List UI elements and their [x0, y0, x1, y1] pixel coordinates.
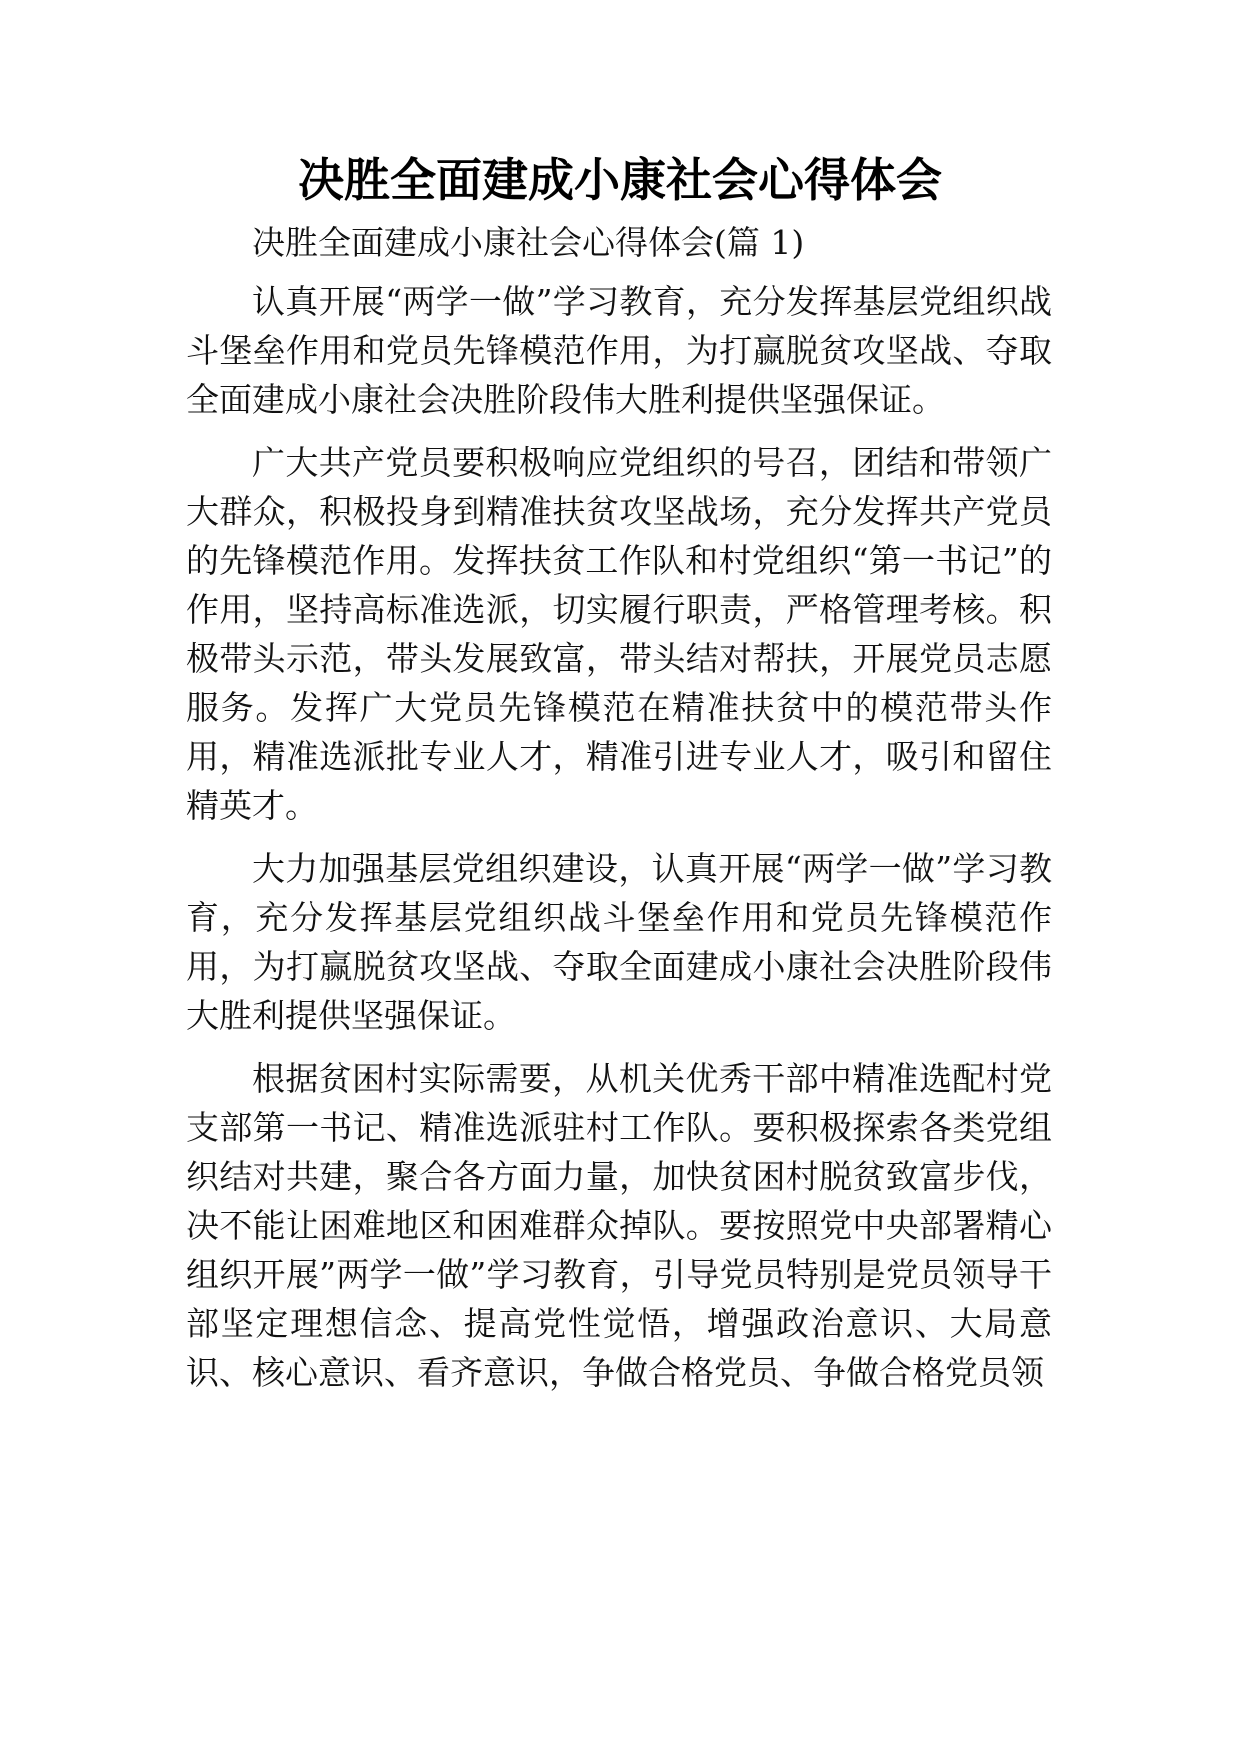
- paragraph-3: 大力加强基层党组织建设，认真开展“两学一做”学习教育，充分发挥基层党组织战斗堡垒作用和党员先锋模范作用，为打赢脱贫攻坚战、夺取全面建成小康社会决胜阶段伟大胜利提供坚强保证。: [186, 849, 1052, 1035]
- document-subtitle: 决胜全面建成小康社会心得体会(篇 1): [252, 223, 805, 262]
- paragraph-1: 认真开展“两学一做”学习教育，充分发挥基层党组织战斗堡垒作用和党员先锋模范作用，为打赢脱贫攻坚战、夺取全面建成小康社会决胜阶段伟大胜利提供坚强保证。: [186, 282, 1052, 419]
- document-title: 决胜全面建成小康社会心得体会: [298, 153, 942, 207]
- document-body: [186, 218, 1052, 1411]
- paragraph-4: 根据贫困村实际需要，从机关优秀干部中精准选配村党支部第一书记、精准选派驻村工作队。要积极探索各类党组织结对共建，聚合各方面力量，加快贫困村脱贫致富步伐，决不能让困难地区和困难群众掉队。要按照党中央部署精心组织开展”两学一做”学习教育，引导党员特别是党员领导干部坚定理想信念、提高党性觉悟，增强政治意识、大局意识、核心意识、看齐意识，争做合格党员、争做合格党员领: [186, 1059, 1052, 1392]
- paragraph-2: 广大共产党员要积极响应党组织的号召，团结和带领广大群众，积极投身到精准扶贫攻坚战场，充分发挥共产党员的先锋模范作用。发挥扶贫工作队和村党组织“第一书记”的作用，坚持高标准选派，切实履行职责，严格管理考核。积极带头示范，带头发展致富，带头结对帮扶，开展党员志愿服务。发挥广大党员先锋模范在精准扶贫中的模范带头作用，精准选派批专业人才，精准引进专业人才，吸引和留住精英才。: [186, 443, 1052, 825]
